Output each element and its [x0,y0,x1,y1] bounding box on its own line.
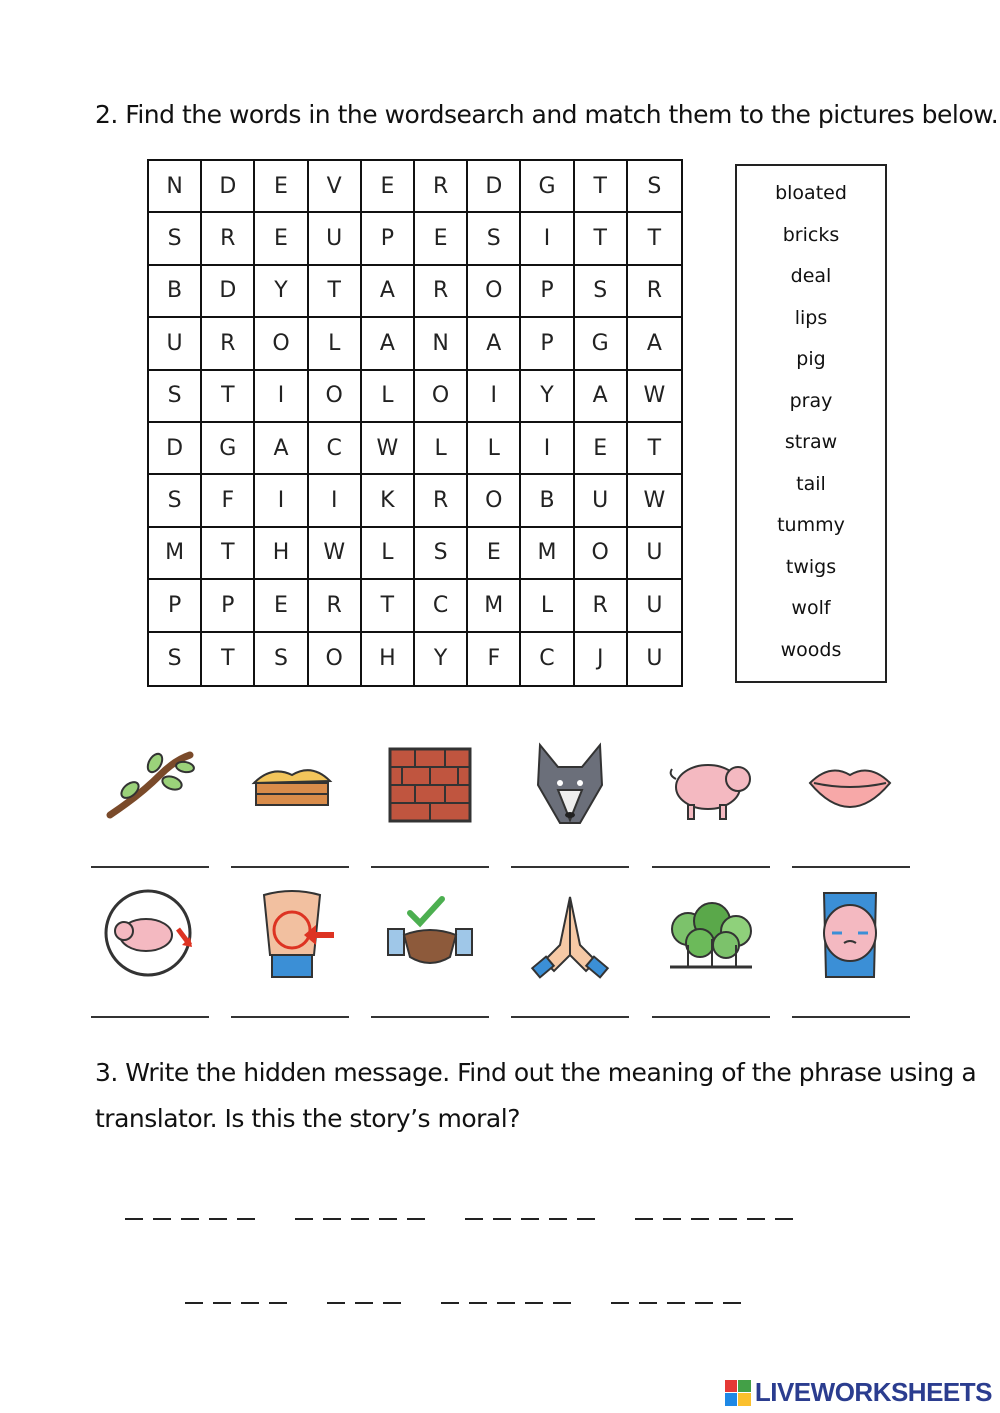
grid-cell[interactable]: O [415,371,468,423]
bloated-belly-icon [800,885,900,985]
grid-cell[interactable]: T [202,371,255,423]
letter-blank[interactable] [295,1218,313,1220]
grid-cell[interactable]: I [521,423,574,475]
grid-cell[interactable]: I [255,371,308,423]
grid-cell[interactable]: R [202,213,255,265]
grid-cell[interactable]: E [255,580,308,632]
letter-blank[interactable] [185,1302,203,1304]
grid-cell[interactable]: U [309,213,362,265]
grid-cell[interactable]: U [646,646,663,672]
letter-blank[interactable] [553,1302,571,1304]
grid-cell[interactable]: W [362,423,415,475]
grid-cell[interactable]: E [468,528,521,580]
answer-blank[interactable] [371,866,489,868]
section-2-heading: 2. Find the words in the wordsearch and match them to the pictures below. [95,100,999,129]
word-list-item: lips [794,306,828,329]
logo-mark-icon [725,1380,751,1406]
grid-cell[interactable]: L [362,528,415,580]
letter-blank[interactable] [213,1302,231,1304]
grid-cell[interactable]: U [149,318,202,370]
grid-cell[interactable]: G [575,318,628,370]
word-list-item: pig [796,348,826,370]
section-3-heading-line-1: 3. Write the hidden message. Find out the meaning of the phrase using a [95,1058,977,1087]
grid-cell[interactable]: A [468,318,521,370]
letter-blank[interactable] [323,1218,341,1220]
grid-cell[interactable]: P [362,213,415,265]
answer-blank[interactable] [652,1016,770,1018]
grid-cell[interactable]: U [628,528,681,580]
grid-cell[interactable]: A [575,371,628,423]
grid-cell[interactable]: N [149,161,202,213]
letter-blank[interactable] [775,1218,793,1220]
answer-blank[interactable] [792,866,910,868]
grid-cell[interactable]: I [255,475,308,527]
grid-cell[interactable]: Y [255,266,308,318]
grid-cell[interactable]: E [255,161,308,213]
grid-cell[interactable]: O [468,266,521,318]
grid-cell[interactable]: S [628,161,681,213]
letter-blank[interactable] [667,1302,685,1304]
letter-blank[interactable] [327,1302,345,1304]
letter-blank[interactable] [525,1302,543,1304]
grid-cell[interactable]: S [149,371,202,423]
grid-cell[interactable]: I [468,371,521,423]
grid-cell[interactable]: V [309,161,362,213]
wolf-icon [520,735,620,835]
message-word-blank[interactable] [327,1302,401,1304]
message-word-blank[interactable] [635,1218,793,1220]
letter-blank[interactable] [497,1302,515,1304]
lips-icon [800,735,900,835]
praying-hands-icon [520,885,620,985]
letter-blank[interactable] [153,1218,171,1220]
letter-blank[interactable] [379,1218,397,1220]
grid-cell[interactable]: D [202,161,255,213]
grid-cell[interactable]: E [575,423,628,475]
grid-cell[interactable]: S [415,528,468,580]
grid-cell[interactable]: I [309,475,362,527]
grid-cell[interactable]: W [309,528,362,580]
word-list [735,164,887,683]
handshake-deal-icon [380,885,480,985]
grid-cell[interactable]: L [362,371,415,423]
grid-cell[interactable]: W [628,371,681,423]
answer-blank[interactable] [511,1016,629,1018]
grid-cell[interactable]: D [202,266,255,318]
grid-cell[interactable]: F [202,475,255,527]
word-list-item: wolf [791,597,831,619]
grid-cell[interactable]: S [149,633,202,685]
grid-cell[interactable]: D [468,161,521,213]
letter-blank[interactable] [241,1302,259,1304]
grid-cell[interactable]: O [309,371,362,423]
wordsearch-grid [147,159,683,687]
answer-blank[interactable] [792,1016,910,1018]
letter-blank[interactable] [355,1302,373,1304]
grid-cell[interactable]: S [575,266,628,318]
grid-cell[interactable]: T [628,213,681,265]
letter-blank[interactable] [441,1302,459,1304]
grid-cell[interactable]: G [521,161,574,213]
letter-blank[interactable] [691,1218,709,1220]
grid-cell[interactable]: P [202,580,255,632]
pig-icon [660,735,760,835]
grid-cell[interactable]: R [415,266,468,318]
grid-cell[interactable]: B [521,475,574,527]
woods-icon [660,885,760,985]
grid-cell[interactable]: T [202,528,255,580]
twigs-icon [100,735,200,835]
grid-cell[interactable]: U [628,580,681,632]
grid-cell[interactable]: E [362,161,415,213]
answer-blank[interactable] [91,866,209,868]
letter-blank[interactable] [469,1302,487,1304]
letter-blank[interactable] [577,1218,595,1220]
answer-blank[interactable] [231,866,349,868]
answer-blank[interactable] [91,1016,209,1018]
letter-blank[interactable] [521,1218,539,1220]
letter-blank[interactable] [407,1218,425,1220]
letter-blank[interactable] [695,1302,713,1304]
grid-cell[interactable]: R [202,318,255,370]
message-word-blank[interactable] [611,1302,741,1304]
letter-blank[interactable] [181,1218,199,1220]
grid-cell[interactable]: T [362,580,415,632]
grid-cell[interactable]: A [255,423,308,475]
grid-cell[interactable]: M [468,580,521,632]
letter-blank[interactable] [351,1218,369,1220]
grid-cell[interactable]: K [362,475,415,527]
answer-blank[interactable] [652,866,770,868]
hidden-message-line-2[interactable] [185,1302,741,1304]
grid-cell[interactable]: L [521,580,574,632]
grid-cell[interactable]: R [309,580,362,632]
grid-cell[interactable]: P [149,580,202,632]
letter-blank[interactable] [611,1302,629,1304]
grid-cell[interactable]: B [149,266,202,318]
grid-cell[interactable]: M [149,528,202,580]
grid-cell[interactable]: Y [415,633,468,685]
letter-blank[interactable] [549,1218,567,1220]
grid-cell[interactable]: H [255,528,308,580]
letter-blank[interactable] [269,1302,287,1304]
grid-cell[interactable]: R [575,580,628,632]
grid-cell[interactable]: G [202,423,255,475]
grid-cell[interactable]: R [415,161,468,213]
grid-cell[interactable]: S [255,633,308,685]
grid-cell[interactable]: S [149,475,202,527]
letter-blank[interactable] [747,1218,765,1220]
message-word-blank[interactable] [185,1302,287,1304]
word-list-item: bricks [782,223,840,246]
message-word-blank[interactable] [125,1218,255,1220]
grid-cell[interactable]: H [362,633,415,685]
answer-blank[interactable] [371,1016,489,1018]
word-list-item: pray [789,389,833,412]
grid-cell[interactable]: T [575,213,628,265]
message-word-blank[interactable] [441,1302,571,1304]
word-list-item: tail [796,472,826,495]
pig-tail-icon [100,885,200,985]
letter-blank[interactable] [493,1218,511,1220]
grid-cell[interactable]: T [628,423,681,475]
letter-blank[interactable] [383,1302,401,1304]
liveworksheets-logo [725,1377,992,1408]
grid-cell[interactable]: R [628,266,681,318]
grid-cell[interactable]: S [149,213,202,265]
grid-cell[interactable]: O [575,528,628,580]
grid-cell[interactable]: L [309,318,362,370]
grid-cell[interactable]: W [628,475,681,527]
grid-cell[interactable]: P [521,318,574,370]
message-word-blank[interactable] [295,1218,425,1220]
answer-blank[interactable] [511,866,629,868]
word-list-item: twigs [785,555,837,578]
grid-cell[interactable]: J [575,633,628,685]
grid-cell[interactable]: Y [521,371,574,423]
grid-cell[interactable]: T [575,161,628,213]
message-word-blank[interactable] [465,1218,595,1220]
letter-blank[interactable] [465,1218,483,1220]
grid-cell[interactable]: P [521,266,574,318]
section-3-heading-line-2: translator. Is this the story’s moral? [95,1104,520,1133]
word-list-item: woods [780,638,842,661]
letter-blank[interactable] [719,1218,737,1220]
straw-icon [242,735,342,835]
letter-blank[interactable] [723,1302,741,1304]
grid-cell[interactable]: A [362,266,415,318]
grid-cell[interactable]: C [309,423,362,475]
grid-cell[interactable]: U [575,475,628,527]
letter-blank[interactable] [663,1218,681,1220]
grid-cell[interactable]: T [309,266,362,318]
tummy-pointer-icon [242,885,342,985]
grid-cell[interactable]: A [628,318,681,370]
grid-cell[interactable]: C [415,580,468,632]
brand-text: LIVEWORKSHEETS [754,1377,992,1407]
grid-cell[interactable]: M [521,528,574,580]
answer-blank[interactable] [231,1016,349,1018]
letter-blank[interactable] [635,1218,653,1220]
letter-blank[interactable] [209,1218,227,1220]
grid-cell[interactable]: O [309,633,362,685]
grid-cell[interactable]: R [415,475,468,527]
grid-cell[interactable]: T [202,633,255,685]
letter-blank[interactable] [237,1218,255,1220]
grid-cell[interactable]: N [415,318,468,370]
grid-cell[interactable]: O [468,475,521,527]
grid-cell[interactable]: S [468,213,521,265]
letter-blank[interactable] [639,1302,657,1304]
word-list-item: deal [790,265,832,287]
grid-cell[interactable]: O [255,318,308,370]
grid-cell[interactable]: D [149,423,202,475]
grid-cell[interactable]: L [468,423,521,475]
grid-cell[interactable]: L [415,423,468,475]
grid-cell[interactable]: A [362,318,415,370]
grid-cell[interactable]: F [468,633,521,685]
word-list-item: tummy [777,514,845,536]
grid-cell[interactable]: E [415,213,468,265]
grid-cell[interactable]: E [255,213,308,265]
letter-blank[interactable] [125,1218,143,1220]
grid-cell[interactable]: C [521,633,574,685]
bricks-icon [380,735,480,835]
word-list-item: straw [784,431,838,453]
grid-cell[interactable]: I [521,213,574,265]
hidden-message-line-1[interactable] [125,1218,793,1220]
word-list-item: bloated [775,182,847,204]
